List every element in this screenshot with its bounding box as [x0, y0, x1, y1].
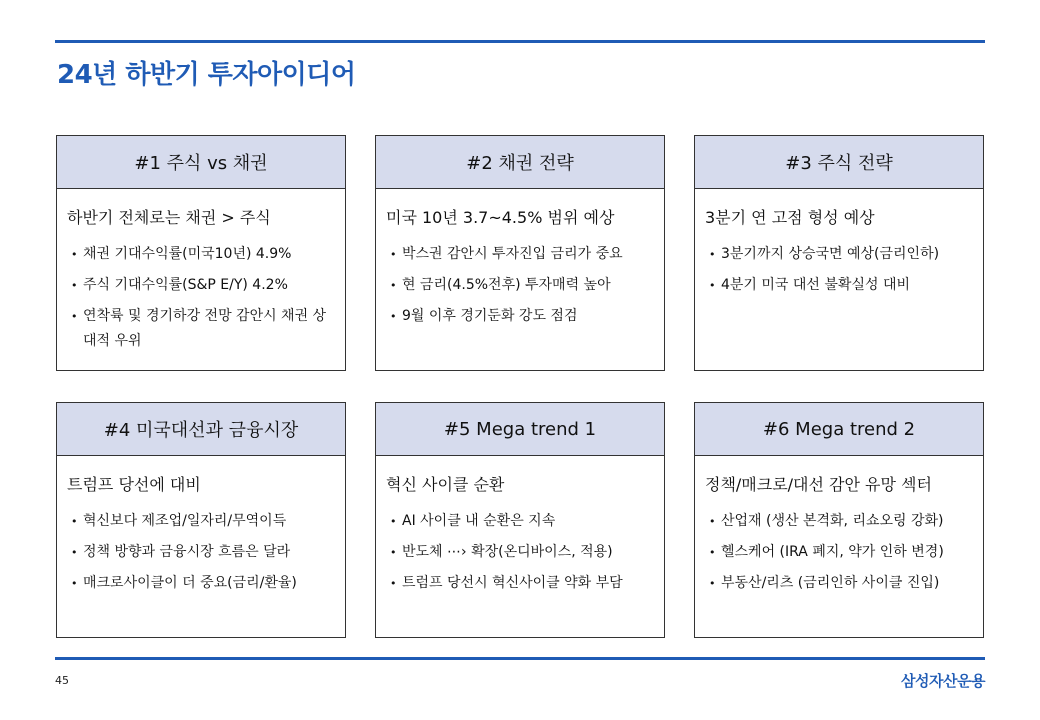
bullet-item: • 부동산/리츠 (금리인하 사이클 진입) [705, 571, 977, 596]
bullet-item: • 4분기 미국 대선 불확실성 대비 [705, 273, 977, 298]
card-lead: 정책/매크로/대선 감안 유망 섹터 [705, 475, 932, 494]
card-us-election-markets [56, 402, 346, 638]
bullet-item: • 혁신보다 제조업/일자리/무역이득 [67, 509, 339, 534]
bullet-item: • 박스권 감안시 투자진입 금리가 중요 [386, 242, 658, 267]
card-header: #6 Mega trend 2 [695, 403, 983, 456]
bullet-list [67, 509, 339, 596]
page-title: 24년 하반기 투자아이디어 [57, 60, 356, 90]
bullet-item: • 9월 이후 경기둔화 강도 점검 [386, 304, 658, 329]
bullet-item: • 3분기까지 상승국면 예상(금리인하) [705, 242, 977, 267]
card-header: #4 미국대선과 금융시장 [57, 403, 345, 456]
card-body [376, 189, 664, 329]
card-header: #5 Mega trend 1 [376, 403, 664, 456]
card-body [57, 189, 345, 354]
card-body [376, 456, 664, 596]
card-body [57, 456, 345, 596]
bullet-item: • 매크로사이클이 더 중요(금리/환율) [67, 571, 339, 596]
card-lead: 3분기 연 고점 형성 예상 [705, 208, 875, 227]
bullet-item: • 산업재 (생산 본격화, 리쇼오링 강화) [705, 509, 977, 534]
card-lead: 하반기 전체로는 채권 > 주식 [67, 208, 271, 227]
bullet-list [386, 242, 658, 329]
card-equity-strategy [694, 135, 984, 371]
company-logo: 삼성자산운용 [901, 672, 985, 690]
bullet-item: • 반도체 ⋯› 확장(온디바이스, 적용) [386, 540, 658, 565]
bullet-item: • 트럼프 당선시 혁신사이클 약화 부담 [386, 571, 658, 596]
bullet-item: • AI 사이클 내 순환은 지속 [386, 509, 658, 534]
bullet-list [705, 509, 977, 596]
card-lead: 혁신 사이클 순환 [386, 475, 505, 494]
top-divider [55, 40, 985, 43]
card-mega-trend-1 [375, 402, 665, 638]
bullet-list [67, 242, 339, 354]
bullet-item: • 정책 방향과 금융시장 흐름은 달라 [67, 540, 339, 565]
bullet-list [705, 242, 977, 298]
bullet-item: • 주식 기대수익률(S&P E/Y) 4.2% [67, 273, 339, 298]
page-number: 45 [55, 674, 69, 687]
card-bond-strategy [375, 135, 665, 371]
card-body [695, 189, 983, 298]
bottom-divider [55, 657, 985, 660]
card-lead: 트럼프 당선에 대비 [67, 475, 201, 494]
card-stocks-vs-bonds [56, 135, 346, 371]
bullet-item: • 헬스케어 (IRA 폐지, 약가 인하 변경) [705, 540, 977, 565]
card-header: #3 주식 전략 [695, 136, 983, 189]
card-header: #1 주식 vs 채권 [57, 136, 345, 189]
bullet-item: • 채권 기대수익률(미국10년) 4.9% [67, 242, 339, 267]
card-lead: 미국 10년 3.7~4.5% 범위 예상 [386, 208, 615, 227]
card-header: #2 채권 전략 [376, 136, 664, 189]
card-mega-trend-2 [694, 402, 984, 638]
bullet-item: • 현 금리(4.5%전후) 투자매력 높아 [386, 273, 658, 298]
card-body [695, 456, 983, 596]
bullet-list [386, 509, 658, 596]
bullet-item: • 연착륙 및 경기하강 전망 감안시 채권 상대적 우위 [67, 304, 339, 354]
